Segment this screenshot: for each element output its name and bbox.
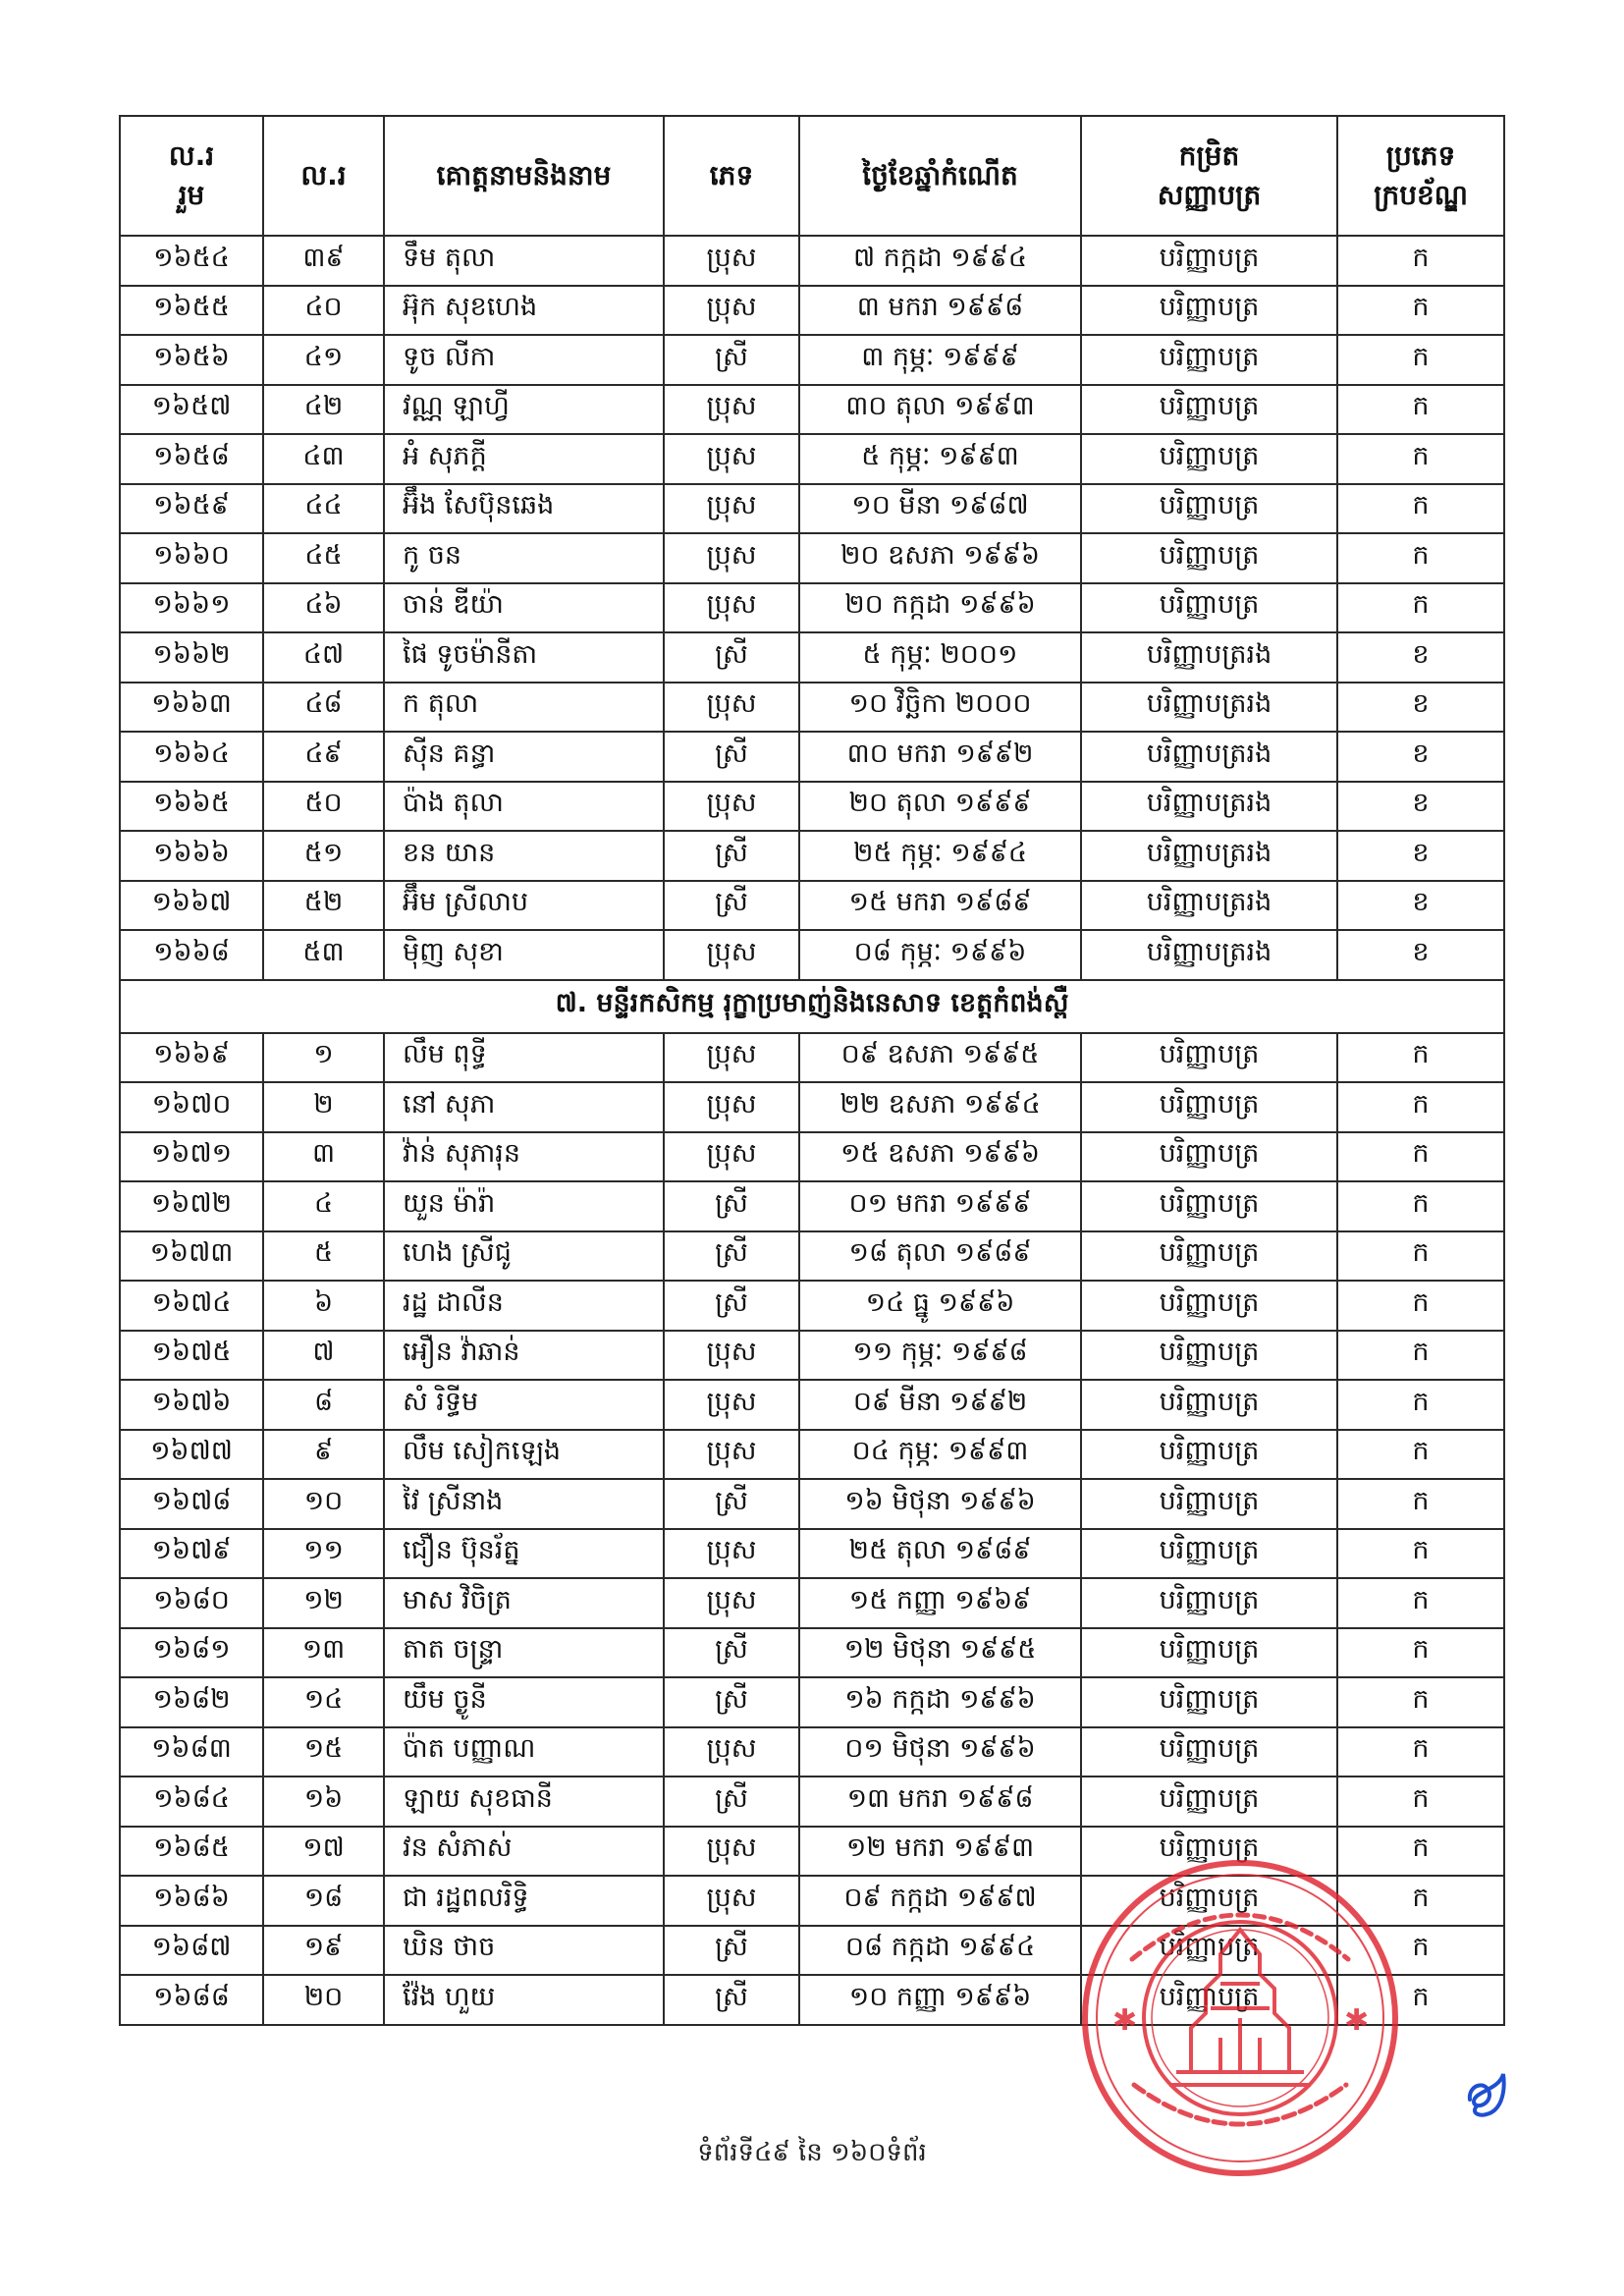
dob-cell: ១៨ តុលា ១៩៨៩	[799, 1231, 1081, 1282]
dob-cell: ១២ មិថុនា ១៩៩៥	[799, 1628, 1081, 1678]
section-header-row	[120, 980, 1504, 1033]
degree-cell: បរិញ្ញាបត្រ	[1081, 484, 1337, 534]
category-cell: ក	[1337, 286, 1504, 336]
overall-number-cell: ១៦៨០	[120, 1578, 263, 1628]
header-sex: ភេទ	[664, 116, 799, 236]
table-row	[120, 683, 1504, 733]
name-cell: វន សំភាស់	[384, 1827, 664, 1877]
dob-cell: ២២ ឧសភា ១៩៩៤	[799, 1082, 1081, 1132]
page-number-footer: ទំព័រទី៤៩ នៃ ១៦០ទំព័រ	[697, 2138, 927, 2167]
sex-cell: ប្រុស	[664, 1827, 799, 1877]
sex-cell: ប្រុស	[664, 1331, 799, 1381]
number-cell: ៨	[263, 1380, 384, 1430]
table-header-row	[120, 116, 1504, 236]
number-cell: ១	[263, 1033, 384, 1083]
name-cell: នៅ សុភា	[384, 1082, 664, 1132]
degree-cell: បរិញ្ញាបត្រ	[1081, 1727, 1337, 1777]
category-cell: ក	[1337, 1777, 1504, 1827]
number-cell: ៥០	[263, 782, 384, 832]
overall-number-cell: ១៦៨២	[120, 1677, 263, 1727]
category-cell: ក	[1337, 1727, 1504, 1777]
sex-cell: ប្រុស	[664, 782, 799, 832]
overall-number-cell: ១៦៦៧	[120, 881, 263, 931]
number-cell: ១៣	[263, 1628, 384, 1678]
sex-cell: ប្រុស	[664, 1578, 799, 1628]
sex-cell: ប្រុស	[664, 434, 799, 484]
number-cell: ២	[263, 1082, 384, 1132]
category-cell: ក	[1337, 1578, 1504, 1628]
degree-cell: បរិញ្ញាបត្ររង	[1081, 881, 1337, 931]
dob-cell: ១៣ មករា ១៩៩៨	[799, 1777, 1081, 1827]
number-cell: ៤៦	[263, 583, 384, 633]
dob-cell: ០៩ កក្កដា ១៩៩៧	[799, 1876, 1081, 1926]
name-cell: តាត ចន្ទ្រា	[384, 1628, 664, 1678]
sex-cell: ប្រុស	[664, 1876, 799, 1926]
name-cell: ស៊ីន គន្ធា	[384, 732, 664, 782]
degree-cell: បរិញ្ញាបត្រ	[1081, 1628, 1337, 1678]
dob-cell: ៥ កុម្ភៈ ២០០១	[799, 632, 1081, 683]
category-cell: ក	[1337, 1628, 1504, 1678]
name-cell: ហេង ស្រីជូ	[384, 1231, 664, 1282]
name-cell: អឿន វ៉ាឆាន់	[384, 1331, 664, 1381]
degree-cell: បរិញ្ញាបត្ររង	[1081, 930, 1337, 980]
name-cell: មាស វិចិត្រ	[384, 1578, 664, 1628]
dob-cell: ៣០ មករា ១៩៩២	[799, 732, 1081, 782]
overall-number-cell: ១៦៧២	[120, 1181, 263, 1231]
overall-number-cell: ១៦៧៦	[120, 1380, 263, 1430]
degree-cell: បរិញ្ញាបត្រ	[1081, 1380, 1337, 1430]
sex-cell: ស្រី	[664, 732, 799, 782]
sex-cell: ប្រុស	[664, 385, 799, 435]
dob-cell: ១០ វិច្ឆិកា ២០០០	[799, 683, 1081, 733]
sex-cell: ស្រី	[664, 1181, 799, 1231]
number-cell: ៥១	[263, 831, 384, 881]
overall-number-cell: ១៦៥៨	[120, 434, 263, 484]
degree-cell: បរិញ្ញាបត្ររង	[1081, 732, 1337, 782]
sex-cell: ស្រី	[664, 1479, 799, 1529]
overall-number-cell: ១៦៨១	[120, 1628, 263, 1678]
table-row	[120, 782, 1504, 832]
name-cell: ខន យាន	[384, 831, 664, 881]
table-row	[120, 1926, 1504, 1976]
overall-number-cell: ១៦៨៨	[120, 1975, 263, 2025]
table-row	[120, 1181, 1504, 1231]
name-cell: សំ រិទ្ធីម	[384, 1380, 664, 1430]
number-cell: ៧	[263, 1331, 384, 1381]
sex-cell: ប្រុស	[664, 583, 799, 633]
name-cell: ជា រដ្ឋពលរិទ្ធិ	[384, 1876, 664, 1926]
degree-cell: បរិញ្ញាបត្រ	[1081, 1281, 1337, 1331]
category-cell: ក	[1337, 385, 1504, 435]
dob-cell: ១២ មករា ១៩៩៣	[799, 1827, 1081, 1877]
number-cell: ៤២	[263, 385, 384, 435]
dob-cell: ២០ ឧសភា ១៩៩៦	[799, 533, 1081, 583]
dob-cell: ០៤ កុម្ភៈ ១៩៩៣	[799, 1430, 1081, 1480]
table-row	[120, 434, 1504, 484]
dob-cell: ១៦ មិថុនា ១៩៩៦	[799, 1479, 1081, 1529]
sex-cell: ស្រី	[664, 1281, 799, 1331]
category-cell: ខ	[1337, 782, 1504, 832]
name-cell: ជឿន ប៊ុនរ័ត្ន	[384, 1529, 664, 1579]
degree-cell: បរិញ្ញាបត្ររង	[1081, 831, 1337, 881]
degree-cell: បរិញ្ញាបត្រ	[1081, 1181, 1337, 1231]
table-row	[120, 1628, 1504, 1678]
name-cell: វៃ ស្រីនាង	[384, 1479, 664, 1529]
name-cell: យឹម ច្ងូនី	[384, 1677, 664, 1727]
dob-cell: ០៨ កក្កដា ១៩៩៤	[799, 1926, 1081, 1976]
dob-cell: ១៤ ធ្នូ ១៩៩៦	[799, 1281, 1081, 1331]
dob-cell: ០១ មករា ១៩៩៩	[799, 1181, 1081, 1231]
svg-text:✱: ✱	[1344, 2003, 1370, 2038]
table-body	[120, 236, 1504, 2025]
sex-cell: ប្រុស	[664, 1082, 799, 1132]
number-cell: ១១	[263, 1529, 384, 1579]
number-cell: ៩	[263, 1430, 384, 1480]
category-cell: ក	[1337, 1975, 1504, 2025]
degree-cell: បរិញ្ញាបត្រ	[1081, 1578, 1337, 1628]
category-cell: ក	[1337, 484, 1504, 534]
name-cell: វ៉ែង ហួយ	[384, 1975, 664, 2025]
name-cell: វ៉ាន់ សុភារុន	[384, 1132, 664, 1182]
category-cell: ក	[1337, 1033, 1504, 1083]
table-row	[120, 1777, 1504, 1827]
sex-cell: ប្រុស	[664, 1529, 799, 1579]
name-cell: យួន ម៉ារ៉ា	[384, 1181, 664, 1231]
table-row	[120, 1876, 1504, 1926]
header-full-name: គោត្តនាមនិងនាម	[384, 116, 664, 236]
overall-number-cell: ១៦៥៥	[120, 286, 263, 336]
overall-number-cell: ១៦៧១	[120, 1132, 263, 1182]
dob-cell: ៥ កុម្ភៈ ១៩៩៣	[799, 434, 1081, 484]
overall-number-cell: ១៦៧៧	[120, 1430, 263, 1480]
name-cell: អ៊ឹង សែប៊ុនឆេង	[384, 484, 664, 534]
overall-number-cell: ១៦៦២	[120, 632, 263, 683]
degree-cell: បរិញ្ញាបត្រ	[1081, 1777, 1337, 1827]
category-cell: ក	[1337, 1281, 1504, 1331]
table-row	[120, 533, 1504, 583]
number-cell: ១៥	[263, 1727, 384, 1777]
number-cell: ៤៣	[263, 434, 384, 484]
number-cell: ៦	[263, 1281, 384, 1331]
table-row	[120, 1281, 1504, 1331]
header-number: ល.រ	[263, 116, 384, 236]
overall-number-cell: ១៦៦៥	[120, 782, 263, 832]
sex-cell: ស្រី	[664, 335, 799, 385]
number-cell: ១៤	[263, 1677, 384, 1727]
dob-cell: ១១ កុម្ភៈ ១៩៩៨	[799, 1331, 1081, 1381]
category-cell: ខ	[1337, 683, 1504, 733]
table-row	[120, 930, 1504, 980]
table-row	[120, 1132, 1504, 1182]
overall-number-cell: ១៦៧៤	[120, 1281, 263, 1331]
degree-cell: បរិញ្ញាបត្រ	[1081, 533, 1337, 583]
category-cell: ក	[1337, 335, 1504, 385]
number-cell: ៣៩	[263, 236, 384, 286]
overall-number-cell: ១៦៧៣	[120, 1231, 263, 1282]
degree-cell: បរិញ្ញាបត្ររង	[1081, 632, 1337, 683]
degree-cell: បរិញ្ញាបត្រ	[1081, 1479, 1337, 1529]
dob-cell: ៣ មករា ១៩៩៨	[799, 286, 1081, 336]
table-row	[120, 732, 1504, 782]
overall-number-cell: ១៦៦១	[120, 583, 263, 633]
overall-number-cell: ១៦៦៦	[120, 831, 263, 881]
table-row	[120, 236, 1504, 286]
number-cell: ២០	[263, 1975, 384, 2025]
name-cell: វណ្ណ ឡាហ្វី	[384, 385, 664, 435]
table-row	[120, 1331, 1504, 1381]
dob-cell: ១៥ ឧសភា ១៩៩៦	[799, 1132, 1081, 1182]
number-cell: ៥	[263, 1231, 384, 1282]
number-cell: ១៧	[263, 1827, 384, 1877]
category-cell: ក	[1337, 1082, 1504, 1132]
sex-cell: ស្រី	[664, 881, 799, 931]
dob-cell: ០៩ ឧសភា ១៩៩៥	[799, 1033, 1081, 1083]
table-row	[120, 1578, 1504, 1628]
dob-cell: ១០ មីនា ១៩៨៧	[799, 484, 1081, 534]
table-row	[120, 286, 1504, 336]
category-cell: ក	[1337, 583, 1504, 633]
number-cell: ៤៧	[263, 632, 384, 683]
handwritten-initials	[1460, 2062, 1519, 2121]
header-date-of-birth: ថ្ងៃខែឆ្នាំកំណើត	[799, 116, 1081, 236]
degree-cell: បរិញ្ញាបត្រ	[1081, 1876, 1337, 1926]
degree-cell: បរិញ្ញាបត្ររង	[1081, 683, 1337, 733]
overall-number-cell: ១៦៧០	[120, 1082, 263, 1132]
name-cell: ទឹម តុលា	[384, 236, 664, 286]
degree-cell: បរិញ្ញាបត្រ	[1081, 1926, 1337, 1976]
number-cell: ១៦	[263, 1777, 384, 1827]
table-row	[120, 1430, 1504, 1480]
dob-cell: ៣ កុម្ភៈ ១៩៩៩	[799, 335, 1081, 385]
category-cell: ខ	[1337, 632, 1504, 683]
category-cell: ក	[1337, 1380, 1504, 1430]
degree-cell: បរិញ្ញាបត្រ	[1081, 1677, 1337, 1727]
sex-cell: ប្រុស	[664, 683, 799, 733]
category-cell: ខ	[1337, 930, 1504, 980]
overall-number-cell: ១៦៨៣	[120, 1727, 263, 1777]
overall-number-cell: ១៦៥៧	[120, 385, 263, 435]
overall-number-cell: ១៦៥៩	[120, 484, 263, 534]
degree-cell: បរិញ្ញាបត្រ	[1081, 1529, 1337, 1579]
number-cell: ៤០	[263, 286, 384, 336]
table-row	[120, 484, 1504, 534]
number-cell: ៤៨	[263, 683, 384, 733]
degree-cell: បរិញ្ញាបត្រ	[1081, 1331, 1337, 1381]
overall-number-cell: ១៦៦៣	[120, 683, 263, 733]
dob-cell: ០៩ មីនា ១៩៩២	[799, 1380, 1081, 1430]
degree-cell: បរិញ្ញាបត្រ	[1081, 1827, 1337, 1877]
degree-cell: បរិញ្ញាបត្ររង	[1081, 782, 1337, 832]
number-cell: ៥៣	[263, 930, 384, 980]
category-cell: ក	[1337, 1479, 1504, 1529]
sex-cell: ស្រី	[664, 632, 799, 683]
sex-cell: ប្រុស	[664, 1430, 799, 1480]
name-cell: ប៉ាង តុលា	[384, 782, 664, 832]
name-cell: អ៊ុក សុខហេង	[384, 286, 664, 336]
table-row	[120, 831, 1504, 881]
category-cell: ក	[1337, 1231, 1504, 1282]
name-cell: ម៉ិញ សុខា	[384, 930, 664, 980]
dob-cell: ៣០ តុលា ១៩៩៣	[799, 385, 1081, 435]
svg-text:✱: ✱	[1112, 2003, 1138, 2038]
table-row	[120, 1033, 1504, 1083]
overall-number-cell: ១៦៦៨	[120, 930, 263, 980]
category-cell: ខ	[1337, 732, 1504, 782]
table-row	[120, 1975, 1504, 2025]
category-cell: ក	[1337, 236, 1504, 286]
number-cell: ៤៥	[263, 533, 384, 583]
table-row	[120, 1677, 1504, 1727]
name-cell: ទូច លីកា	[384, 335, 664, 385]
degree-cell: បរិញ្ញាបត្រ	[1081, 286, 1337, 336]
name-cell: លឹម សៀកឡេង	[384, 1430, 664, 1480]
header-framework-category: ប្រភេទ ក្របខ័ណ្ឌ	[1337, 116, 1504, 236]
dob-cell: ២៥ តុលា ១៩៨៩	[799, 1529, 1081, 1579]
name-cell: លឹម ពុទ្ធី	[384, 1033, 664, 1083]
category-cell: ក	[1337, 434, 1504, 484]
dob-cell: ០៨ កុម្ភៈ ១៩៩៦	[799, 930, 1081, 980]
sex-cell: ស្រី	[664, 1975, 799, 2025]
degree-cell: បរិញ្ញាបត្រ	[1081, 434, 1337, 484]
degree-cell: បរិញ្ញាបត្រ	[1081, 385, 1337, 435]
category-cell: ក	[1337, 1181, 1504, 1231]
overall-number-cell: ១៦៦៩	[120, 1033, 263, 1083]
sex-cell: ប្រុស	[664, 484, 799, 534]
number-cell: ៤៤	[263, 484, 384, 534]
overall-number-cell: ១៦៦៤	[120, 732, 263, 782]
number-cell: ៣	[263, 1132, 384, 1182]
sex-cell: ស្រី	[664, 1777, 799, 1827]
name-cell: ឡាយ សុខធានី	[384, 1777, 664, 1827]
table-row	[120, 1827, 1504, 1877]
dob-cell: ២០ កក្កដា ១៩៩៦	[799, 583, 1081, 633]
overall-number-cell: ១៦៧៨	[120, 1479, 263, 1529]
overall-number-cell: ១៦៥៤	[120, 236, 263, 286]
sex-cell: ស្រី	[664, 1926, 799, 1976]
overall-number-cell: ១៦៦០	[120, 533, 263, 583]
degree-cell: បរិញ្ញាបត្រ	[1081, 236, 1337, 286]
name-cell: ឃិន ថាច	[384, 1926, 664, 1976]
degree-cell: បរិញ្ញាបត្រ	[1081, 583, 1337, 633]
name-cell: រដ្ឋ ដាលីន	[384, 1281, 664, 1331]
civil-servant-roster-table	[119, 115, 1505, 2026]
name-cell: ក តុលា	[384, 683, 664, 733]
degree-cell: បរិញ្ញាបត្រ	[1081, 1033, 1337, 1083]
sex-cell: ស្រី	[664, 831, 799, 881]
sex-cell: ប្រុស	[664, 1132, 799, 1182]
category-cell: ខ	[1337, 831, 1504, 881]
sex-cell: ប្រុស	[664, 1727, 799, 1777]
category-cell: ខ	[1337, 881, 1504, 931]
dob-cell: ៧ កក្កដា ១៩៩៤	[799, 236, 1081, 286]
table-row	[120, 1529, 1504, 1579]
category-cell: ក	[1337, 1529, 1504, 1579]
sex-cell: ប្រុស	[664, 286, 799, 336]
degree-cell: បរិញ្ញាបត្រ	[1081, 1132, 1337, 1182]
number-cell: ៤	[263, 1181, 384, 1231]
dob-cell: ១៥ មករា ១៩៨៩	[799, 881, 1081, 931]
degree-cell: បរិញ្ញាបត្រ	[1081, 1082, 1337, 1132]
name-cell: ផៃ ទូចម៉ានីតា	[384, 632, 664, 683]
sex-cell: ស្រី	[664, 1628, 799, 1678]
dob-cell: ២៥ កុម្ភៈ ១៩៩៤	[799, 831, 1081, 881]
category-cell: ក	[1337, 1827, 1504, 1877]
header-degree-level: កម្រិត សញ្ញាបត្រ	[1081, 116, 1337, 236]
degree-cell: បរិញ្ញាបត្រ	[1081, 1975, 1337, 2025]
overall-number-cell: ១៦៨៦	[120, 1876, 263, 1926]
table-row	[120, 1082, 1504, 1132]
dob-cell: ២០ តុលា ១៩៩៩	[799, 782, 1081, 832]
category-cell: ក	[1337, 1876, 1504, 1926]
table-row	[120, 632, 1504, 683]
overall-number-cell: ១៦៨៤	[120, 1777, 263, 1827]
table-row	[120, 1479, 1504, 1529]
dob-cell: ១០ កញ្ញា ១៩៩៦	[799, 1975, 1081, 2025]
table-row	[120, 335, 1504, 385]
category-cell: ក	[1337, 1926, 1504, 1976]
table-row	[120, 1231, 1504, 1282]
sex-cell: ប្រុស	[664, 236, 799, 286]
sex-cell: ស្រី	[664, 1231, 799, 1282]
sex-cell: ស្រី	[664, 1677, 799, 1727]
table-row	[120, 1727, 1504, 1777]
dob-cell: ១៥ កញ្ញា ១៩៦៩	[799, 1578, 1081, 1628]
category-cell: ក	[1337, 533, 1504, 583]
number-cell: ១៩	[263, 1926, 384, 1976]
number-cell: ១២	[263, 1578, 384, 1628]
sex-cell: ប្រុស	[664, 1033, 799, 1083]
dob-cell: ១៦ កក្កដា ១៩៩៦	[799, 1677, 1081, 1727]
name-cell: អំ សុភក្តី	[384, 434, 664, 484]
section-title: ៧. មន្ទីរកសិកម្ម រុក្ខាប្រមាញ់និងនេសាទ ខេត្តកំពង់ស្ពឺ	[120, 980, 1504, 1033]
name-cell: ចាន់ ឌីយ៉ា	[384, 583, 664, 633]
number-cell: ១៨	[263, 1876, 384, 1926]
number-cell: ៤១	[263, 335, 384, 385]
overall-number-cell: ១៦៧៩	[120, 1529, 263, 1579]
category-cell: ក	[1337, 1430, 1504, 1480]
table-row	[120, 881, 1504, 931]
sex-cell: ប្រុស	[664, 533, 799, 583]
header-overall-number: ល.រ រួម	[120, 116, 263, 236]
name-cell: អ៊ឹម ស្រីលាប	[384, 881, 664, 931]
name-cell: កូ ចន	[384, 533, 664, 583]
category-cell: ក	[1337, 1331, 1504, 1381]
degree-cell: បរិញ្ញាបត្រ	[1081, 335, 1337, 385]
overall-number-cell: ១៦៧៥	[120, 1331, 263, 1381]
name-cell: ប៉ាត បញ្ញាណ	[384, 1727, 664, 1777]
table-row	[120, 583, 1504, 633]
number-cell: ៤៩	[263, 732, 384, 782]
number-cell: ៥២	[263, 881, 384, 931]
dob-cell: ០១ មិថុនា ១៩៩៦	[799, 1727, 1081, 1777]
number-cell: ១០	[263, 1479, 384, 1529]
overall-number-cell: ១៦៥៦	[120, 335, 263, 385]
sex-cell: ប្រុស	[664, 930, 799, 980]
table-row	[120, 385, 1504, 435]
category-cell: ក	[1337, 1132, 1504, 1182]
sex-cell: ប្រុស	[664, 1380, 799, 1430]
category-cell: ក	[1337, 1677, 1504, 1727]
overall-number-cell: ១៦៨៥	[120, 1827, 263, 1877]
degree-cell: បរិញ្ញាបត្រ	[1081, 1231, 1337, 1282]
degree-cell: បរិញ្ញាបត្រ	[1081, 1430, 1337, 1480]
overall-number-cell: ១៦៨៧	[120, 1926, 263, 1976]
table-row	[120, 1380, 1504, 1430]
